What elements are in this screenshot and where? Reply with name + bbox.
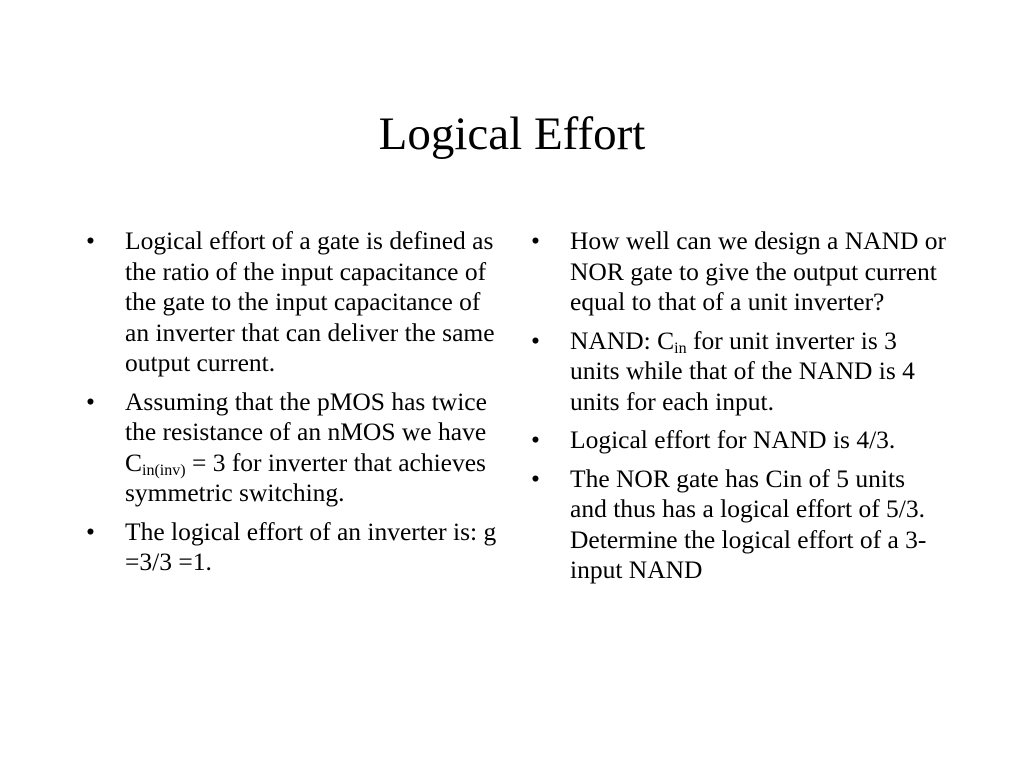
bullet-text: The logical effort of an inverter is: g =3/3 =1. (125, 516, 497, 576)
bullet-text-part: = 3 for inverter that achieves symmetric switching. (125, 447, 486, 507)
bullet-item (527, 326, 947, 418)
bullet-dot-icon: • (531, 226, 540, 255)
bullet-item (82, 226, 497, 379)
bullet-text: How well can we design a NAND or NOR gate to give the output current equal to that of a unit inverter? (570, 226, 947, 316)
subscript: in (674, 339, 687, 357)
right-column (527, 226, 947, 594)
bullet-text: Logical effort for NAND is 4/3. (570, 425, 896, 454)
bullet-text: The NOR gate has Cin of 5 units and thus has a logical effort of 5/3. Determine the logical effort of a 3-input NAND (570, 463, 927, 584)
bullet-item (82, 387, 497, 509)
bullet-dot-icon: • (531, 463, 540, 493)
bullet-text-part: NAND: C (570, 325, 675, 355)
left-column (82, 226, 497, 586)
slide-title: Logical Effort (378, 108, 646, 160)
bullet-text: Logical effort of a gate is defined as the ratio of the input capacitance of the gate to the input capacitance of an inverter that can deliver the same output current. (125, 226, 495, 377)
bullet-dot-icon: • (86, 516, 95, 546)
bullet-dot-icon: • (531, 325, 540, 355)
subscript: in(inv) (142, 461, 186, 479)
bullet-text-part: Assuming that the pMOS has twice the resistance of an nMOS we have C (125, 386, 487, 477)
bullet-item (527, 464, 947, 586)
bullet-dot-icon: • (86, 226, 95, 255)
bullet-text (125, 387, 487, 508)
bullet-item (527, 226, 947, 318)
bullet-dot-icon: • (86, 386, 95, 416)
bullet-item (82, 517, 497, 578)
bullet-text-part: for unit inverter is 3 units while that of the NAND is 4 units for each input. (570, 325, 915, 416)
bullet-text (570, 326, 915, 416)
bullet-item (527, 425, 947, 456)
bullet-dot-icon: • (531, 425, 540, 454)
